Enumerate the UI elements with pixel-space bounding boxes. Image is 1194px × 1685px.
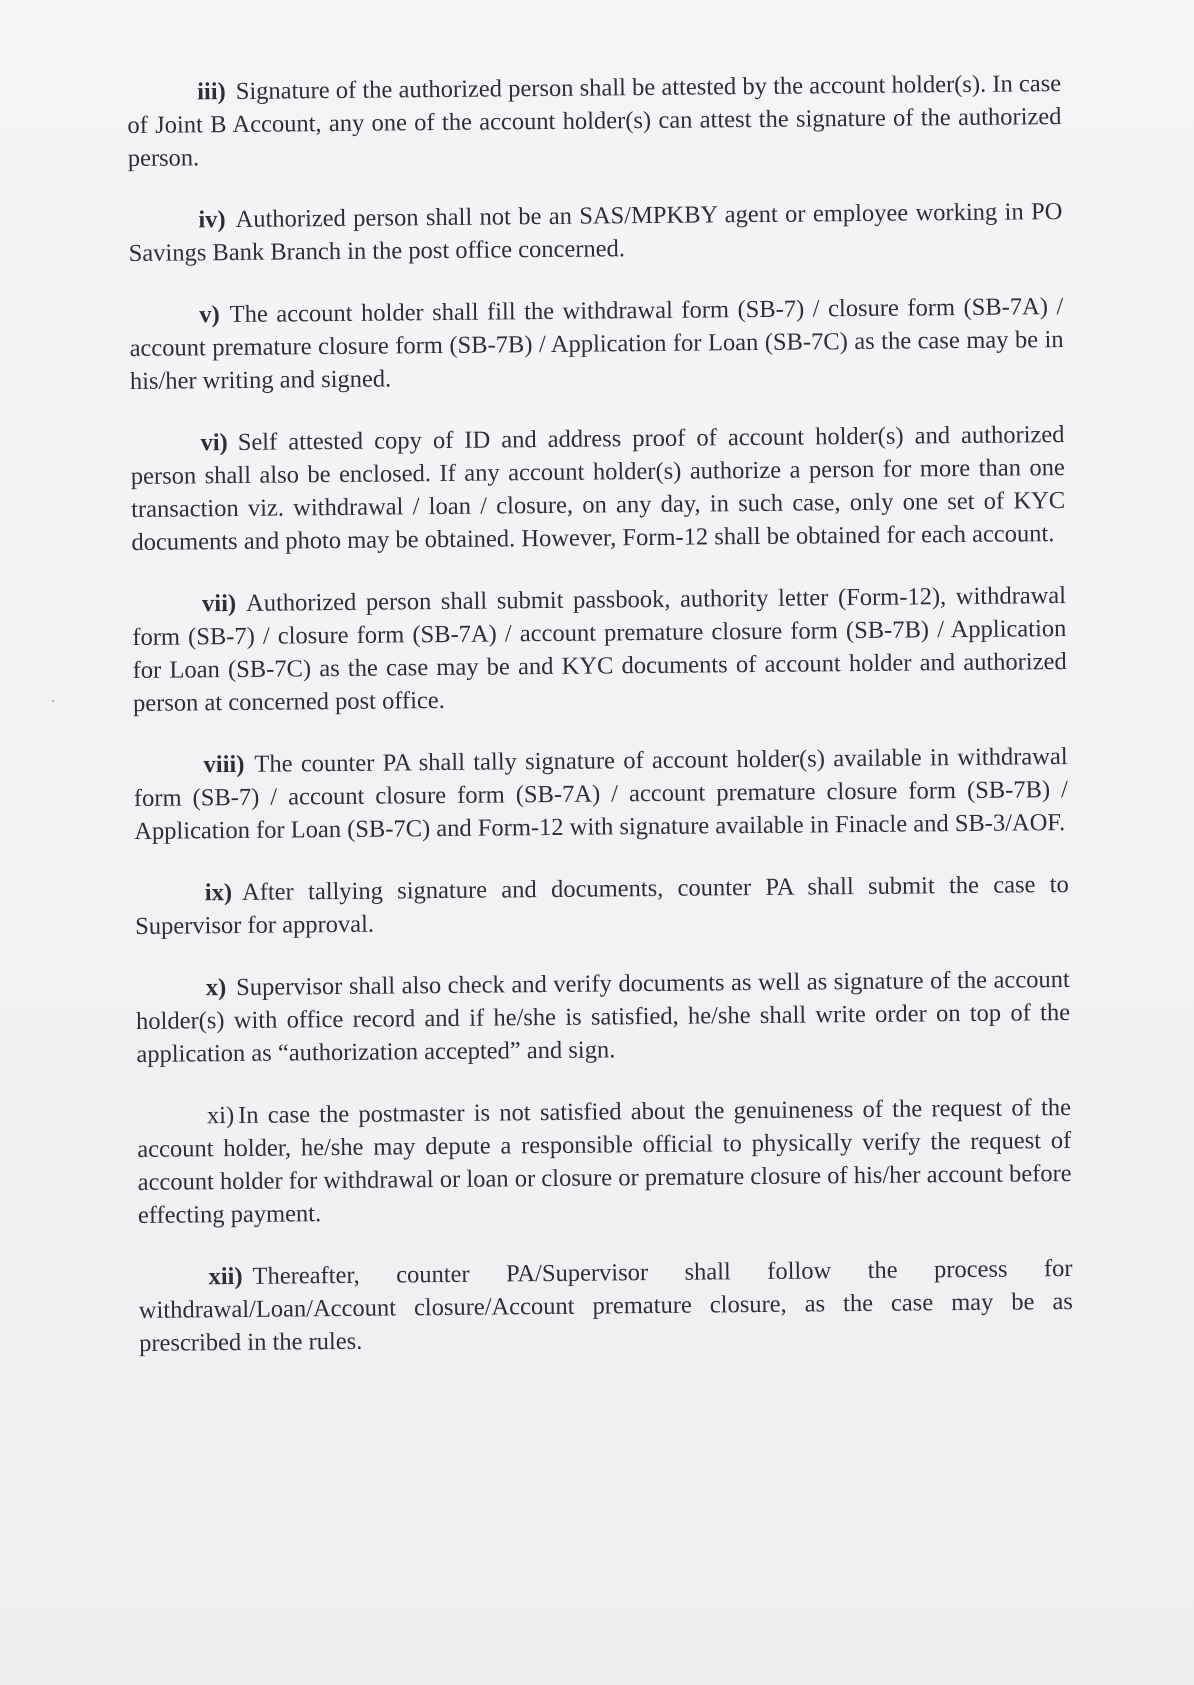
paragraph-text: Thereafter, counter PA/Supervisor shall follow the process for withdrawal/Loan/Account closure/Account premature closure, as the case may be as prescribed in the rules.: [138, 1254, 1073, 1357]
paragraph-number: vii): [201, 589, 237, 618]
document-body: [127, 67, 1074, 1389]
paragraph-vii: [132, 579, 1067, 720]
paragraph-text: In case the postmaster is not satisfied about the genuineness of the request of the account holder, he/she may depute a responsible official to physically verify the request of account holder for withdrawal or loan or closure or premature closure of his/her account before effecting payment.: [137, 1093, 1072, 1229]
paragraph-number: ix): [204, 879, 233, 907]
paragraph-text: Authorized person shall submit passbook, authority letter (Form-12), withdrawal form (SB-7) / closure form (SB-7A) / account premature closure form (SB-7B) / Application for Loan (SB-7C) as the case may be and KYC documents of account holder and authorized person at concerned post office.: [132, 582, 1067, 717]
scan-speck: [52, 700, 54, 702]
paragraph-text: The account holder shall fill the withdrawal form (SB-7) / closure form (SB-7A) / account premature closure form (SB-7B) / Application for Loan (SB-7C) as the case may be in his/her writing and signed.: [129, 293, 1064, 395]
paragraph-vi: [130, 418, 1065, 559]
paragraph-text: Supervisor shall also check and verify documents as well as signature of the account holder(s) with office record and if he/she is satisfied, he/she shall write order on top of the application as “authorization accepted” and sign.: [135, 965, 1071, 1068]
paragraph-text: Signature of the authorized person shall be attested by the account holder(s). In case of Joint B Account, any one of the account holder(s) can attest the signature of the authorized person.: [127, 70, 1062, 172]
paragraph-text: Self attested copy of ID and address proof of account holder(s) and authorized person shall also be enclosed. If any account holder(s) authorize a person for more than one transaction viz. withdrawal / loan / closure, on any day, in such case, only one set of KYC documents and photo may be obtained. However, Form-12 shall be obtained for each account.: [130, 421, 1066, 556]
paragraph-text: After tallying signature and documents, counter PA shall submit the case to Supervisor for approval.: [135, 870, 1069, 940]
paragraph-v: [129, 290, 1064, 398]
paragraph-number: iv): [198, 206, 226, 234]
paragraph-viii: [133, 740, 1068, 848]
paragraph-number: v): [199, 301, 220, 329]
paragraph-xi: [137, 1091, 1072, 1232]
paragraph-iv: [128, 195, 1063, 270]
paragraph-number: vi): [200, 429, 228, 457]
paragraph-xii: [138, 1252, 1073, 1360]
paragraph-text: Authorized person shall not be an SAS/MPKBY agent or employee working in PO Savings Bank Branch in the post office concerned.: [128, 198, 1063, 267]
paragraph-number: iii): [197, 78, 226, 106]
paragraph-iii: [127, 67, 1062, 175]
paragraph-x: [136, 963, 1071, 1071]
paragraph-number: xi): [206, 1102, 235, 1130]
paragraph-text: The counter PA shall tally signature of account holder(s) available in withdrawal form (SB-7) / account closure form (SB-7A) / account premature closure form (SB-7B) / Application for Loan (SB-7C) and Form-12 with signature available in Finacle and SB-3/AOF.: [133, 743, 1069, 845]
paragraph-number: x): [205, 974, 227, 1002]
paragraph-ix: [135, 868, 1070, 943]
paragraph-number: viii): [203, 750, 245, 779]
paragraph-number: xii): [208, 1262, 243, 1291]
